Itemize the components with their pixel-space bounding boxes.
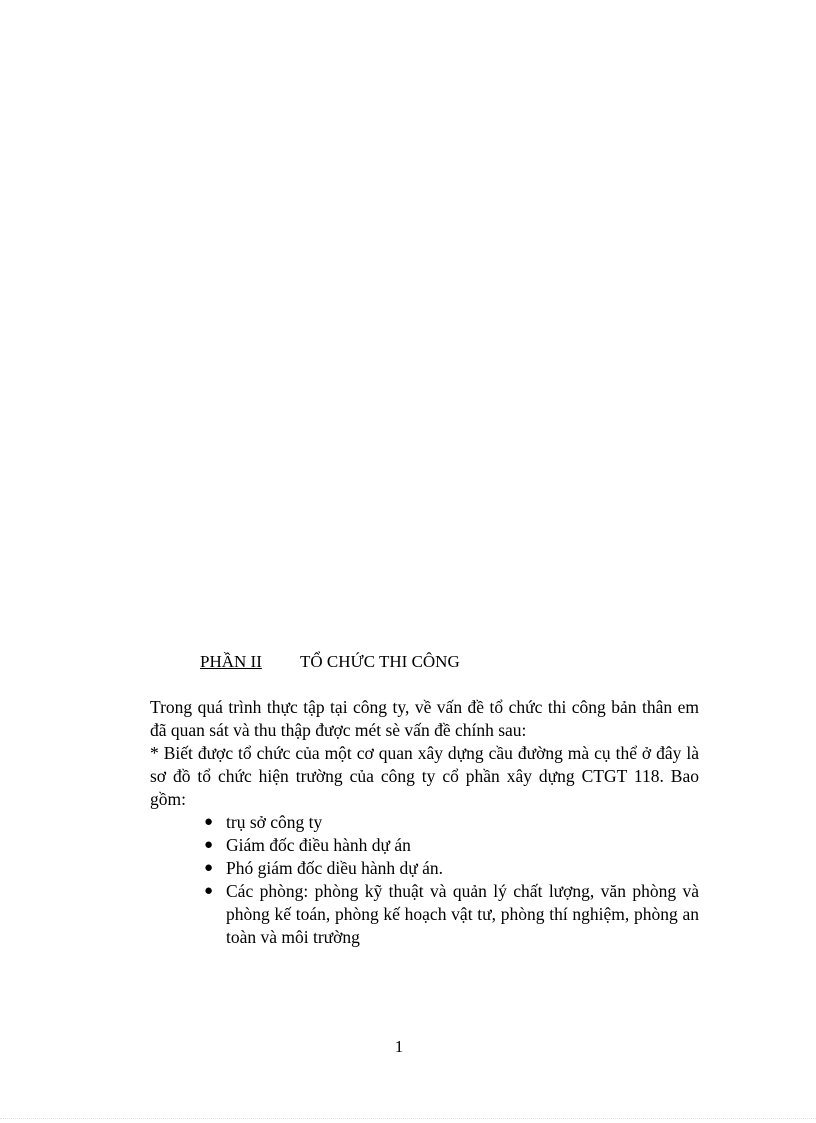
part-label: PHẦN II <box>200 652 262 671</box>
bullet-icon: ● <box>204 837 214 853</box>
organization-paragraph: * Biết được tổ chức của một cơ quan xây dựng cầu đường mà cụ thể ở đây là sơ đồ tổ chức hiện trường của công ty cổ phần xây dựng CTGT 118. Bao gồm: <box>150 743 699 809</box>
list-item <box>204 811 699 834</box>
page-number: 1 <box>394 1037 404 1056</box>
bullet-icon: ● <box>204 860 214 876</box>
footer-divider <box>0 1118 816 1119</box>
list-item-text: Phó giám đốc diều hành dự án. <box>226 858 444 878</box>
section-heading <box>200 650 460 674</box>
bullet-icon: ● <box>204 814 214 830</box>
organization-list <box>150 811 699 949</box>
intro-paragraph: Trong quá trình thực tập tại công ty, về vấn đề tổ chức thi công bản thân em đã quan sát và thu thập được mét sè vấn đề chính sau: <box>150 697 699 740</box>
list-item <box>204 880 699 949</box>
list-item-text: Các phòng: phòng kỹ thuật và quản lý chất lượng, văn phòng và phòng kế toán, phòng kế hoạch vật tư, phòng thí nghiệm, phòng an toàn và môi trường <box>226 881 699 947</box>
list-item-text: trụ sở công ty <box>226 812 323 832</box>
bullet-icon: ● <box>204 883 214 899</box>
list-item-text: Giám đốc điều hành dự án <box>226 835 411 855</box>
list-item <box>204 834 699 857</box>
document-body <box>150 696 699 949</box>
list-item <box>204 857 699 880</box>
section-title: TỔ CHỨC THI CÔNG <box>300 652 460 671</box>
